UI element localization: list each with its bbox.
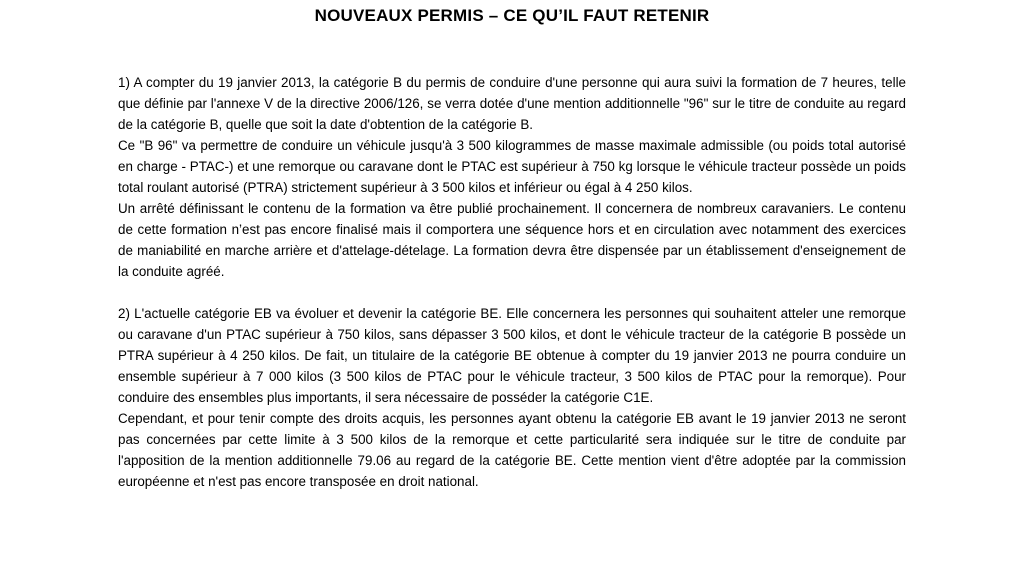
- section-1-paragraph-1: 1) A compter du 19 janvier 2013, la catégorie B du permis de conduire d'une personne qui aura suivi la formation de 7 heures, telle que définie par l'annexe V de la directive 2006/126, se verra dotée d'une mention additionnelle "96" sur le titre de conduite au regard de la catégorie B, quelle que soit la date d'obtention de la catégorie B.: [118, 75, 906, 132]
- section-1-paragraph-3: Un arrêté définissant le contenu de la formation va être publié prochainement. Il concernera de nombreux caravaniers. Le contenu de cette formation n’est pas encore finalisé mais il comportera une séquence hors et en circulation avec notamment des exercices de maniabilité en marche arrière et d'attelage-dételage. La formation devra être dispensée par un établissement d'enseignement de la conduite agréé.: [118, 201, 906, 279]
- section-2-paragraph-1: 2) L'actuelle catégorie EB va évoluer et devenir la catégorie BE. Elle concernera les personnes qui souhaitent atteler une remorque ou caravane d'un PTAC supérieur à 750 kilos, sans dépasser 3 500 kilos, et dont le véhicule tracteur de la catégorie B possède un PTRA supérieur à 4 250 kilos. De fait, un titulaire de la catégorie BE obtenue à compter du 19 janvier 2013 ne pourra conduire un ensemble supérieur à 7 000 kilos (3 500 kilos de PTAC pour le véhicule tracteur, 3 500 kilos de PTAC pour la remorque). Pour conduire des ensembles plus importants, il sera nécessaire de posséder la catégorie C1E.: [118, 306, 906, 405]
- section-2: [118, 303, 906, 492]
- section-1-paragraph-2: Ce "B 96" va permettre de conduire un véhicule jusqu'à 3 500 kilogrammes de masse maximale admissible (ou poids total autorisé en charge - PTAC-) et une remorque ou caravane dont le PTAC est supérieur à 750 kg lorsque le véhicule tracteur possède un poids total roulant autorisé (PTRA) strictement supérieur à 3 500 kilos et inférieur ou égal à 4 250 kilos.: [118, 138, 906, 195]
- section-2-paragraph-2: Cependant, et pour tenir compte des droits acquis, les personnes ayant obtenu la catégorie EB avant le 19 janvier 2013 ne seront pas concernées par cette limite à 3 500 kilos de la remorque et cette particularité sera indiquée sur le titre de conduite par l'apposition de la mention additionnelle 79.06 au regard de la catégorie BE. Cette mention vient d'être adoptée par la commission européenne et n'est pas encore transposée en droit national.: [118, 411, 906, 489]
- document-title: NOUVEAUX PERMIS – CE QU’IL FAUT RETENIR: [314, 6, 710, 25]
- document-body: [118, 72, 906, 492]
- section-1: [118, 72, 906, 282]
- section-spacer: [118, 282, 906, 303]
